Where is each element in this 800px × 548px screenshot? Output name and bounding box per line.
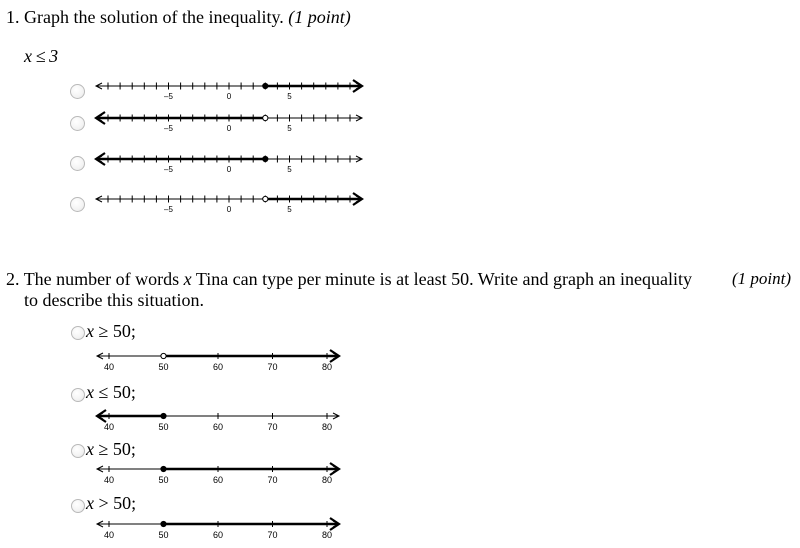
q1-option-1-radio[interactable] xyxy=(70,84,85,99)
q2-option-2-number-line xyxy=(90,404,380,434)
q2-option-4-rel: > 50; xyxy=(94,493,137,513)
tick-label: 5 xyxy=(287,124,292,133)
q2-option-3-radio[interactable] xyxy=(71,444,85,458)
q1-prompt: Graph the solution of the inequality. xyxy=(24,7,284,27)
q2-option-1-label xyxy=(86,321,136,342)
q2-option-1-var: x xyxy=(86,321,94,341)
tick-label: 0 xyxy=(226,124,232,133)
tick-label: 80 xyxy=(321,475,333,485)
tick-label: –5 xyxy=(164,165,173,174)
tick-label: –5 xyxy=(164,124,173,133)
tick-label: –5 xyxy=(164,205,173,214)
tick-label: 0 xyxy=(226,92,232,101)
tick-label: 60 xyxy=(212,530,224,540)
tick-label: 5 xyxy=(287,165,292,174)
q2-option-3-var: x xyxy=(86,439,94,459)
q1-option-2-number-line xyxy=(90,110,380,140)
q2-option-1-number-line xyxy=(90,344,380,374)
tick-label: 50 xyxy=(158,530,169,540)
open-endpoint xyxy=(161,353,166,358)
q2-option-4-radio[interactable] xyxy=(71,499,85,513)
q2-option-3-rel: ≥ 50; xyxy=(94,439,136,459)
closed-endpoint xyxy=(161,466,166,471)
tick-label: 40 xyxy=(103,362,115,372)
tick-label: 50 xyxy=(158,475,169,485)
open-endpoint xyxy=(263,115,268,120)
open-endpoint xyxy=(263,196,268,201)
q1-number: 1. xyxy=(6,7,20,27)
tick-label: 40 xyxy=(103,530,115,540)
q2-option-4-number-line xyxy=(90,512,380,542)
tick-label: 80 xyxy=(321,362,333,372)
tick-label: 80 xyxy=(321,422,333,432)
closed-endpoint xyxy=(161,413,166,418)
q2-option-2-label xyxy=(86,382,136,403)
q2-prompt-line2: to describe this situation. xyxy=(24,290,204,310)
q1-option-1-number-line xyxy=(90,78,380,108)
q2-option-2-radio[interactable] xyxy=(71,388,85,402)
tick-label: 40 xyxy=(103,422,115,432)
tick-label: 5 xyxy=(287,92,292,101)
q2-option-2-var: x xyxy=(86,382,94,402)
q2-variable: x xyxy=(183,269,192,289)
q2-option-4-var: x xyxy=(86,493,94,513)
tick-label: 5 xyxy=(287,205,292,214)
q1-option-4-radio[interactable] xyxy=(70,197,85,212)
q2-points: (1 point) xyxy=(732,269,792,288)
q2-option-1-rel: ≥ 50; xyxy=(94,321,136,341)
q1-inequality: x ≤ 3 xyxy=(24,46,59,66)
tick-label: 50 xyxy=(158,422,169,432)
tick-label: 60 xyxy=(212,475,224,485)
closed-endpoint xyxy=(161,521,166,526)
q1-option-4-number-line xyxy=(90,191,380,221)
q2-option-2-rel: ≤ 50; xyxy=(94,382,136,402)
tick-label: 0 xyxy=(226,205,232,214)
q1-points: (1 point) xyxy=(288,7,351,27)
tick-label: 0 xyxy=(226,165,232,174)
tick-label: 70 xyxy=(267,530,278,540)
tick-label: 70 xyxy=(267,475,278,485)
q2-header xyxy=(6,268,692,290)
tick-label: 40 xyxy=(103,475,115,485)
q2-number: 2. xyxy=(6,269,20,289)
q1-option-2-radio[interactable] xyxy=(70,116,85,131)
q1-option-3-radio[interactable] xyxy=(70,156,85,171)
closed-endpoint xyxy=(263,83,268,88)
q2-option-3-number-line xyxy=(90,457,380,487)
closed-endpoint xyxy=(263,156,268,161)
tick-label: 70 xyxy=(267,422,278,432)
q2-prompt-a: The number of words xyxy=(23,269,184,289)
q1-option-3-number-line xyxy=(90,151,380,181)
tick-label: 80 xyxy=(321,530,333,540)
tick-label: 70 xyxy=(267,362,278,372)
q2-option-1-radio[interactable] xyxy=(71,326,85,340)
q1-header xyxy=(6,6,351,28)
q2-option-4-label xyxy=(86,493,136,514)
tick-label: –5 xyxy=(164,92,173,101)
tick-label: 50 xyxy=(158,362,169,372)
tick-label: 60 xyxy=(212,362,224,372)
tick-label: 60 xyxy=(212,422,224,432)
q2-prompt-b: Tina can type per minute is at least 50. Write and graph an inequality xyxy=(191,269,692,289)
